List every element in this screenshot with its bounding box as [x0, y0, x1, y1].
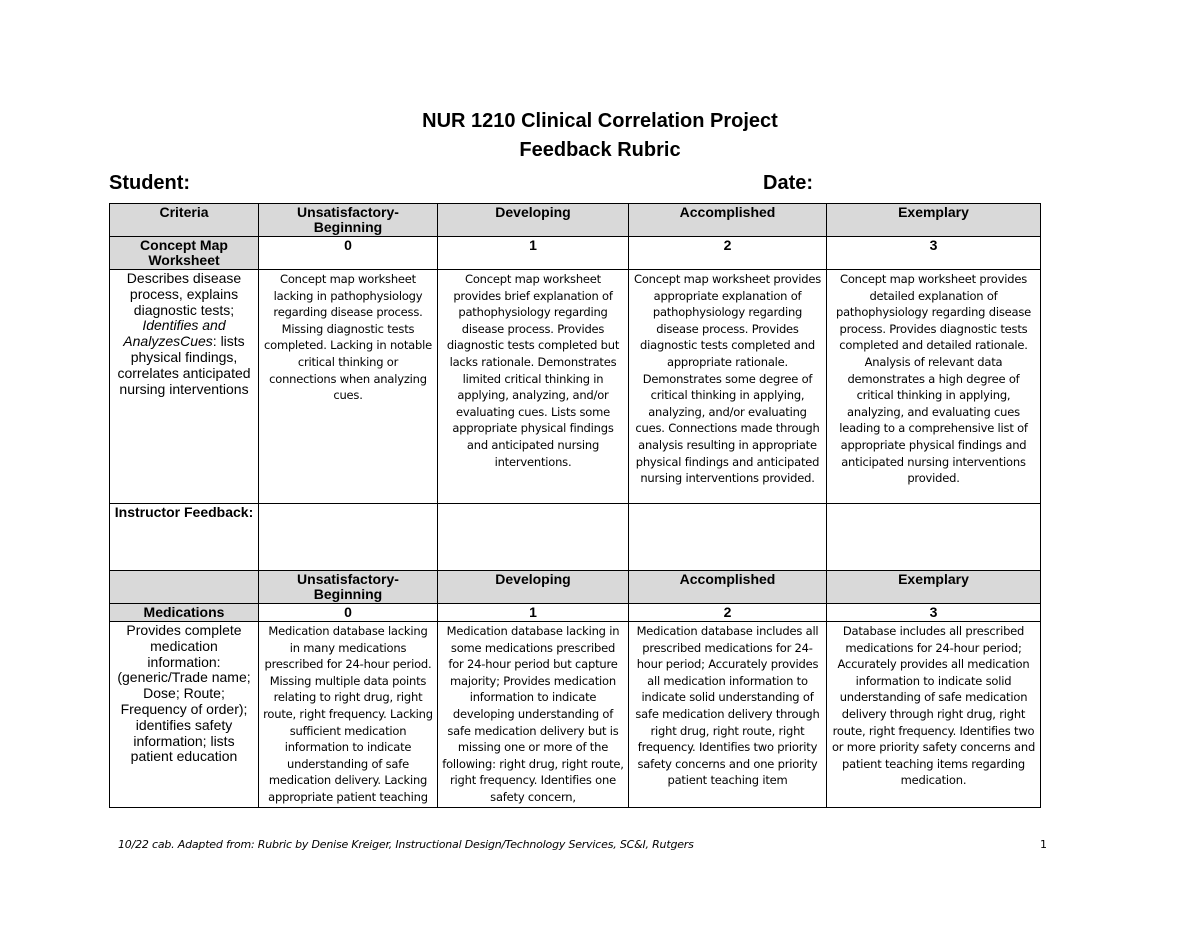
header-row: [110, 204, 1041, 237]
score-row: [110, 604, 1041, 622]
score-2: 2: [629, 604, 827, 622]
description-accomplished: Concept map worksheet provides appropriate explanation of pathophysiology regarding disease process. Provides diagnostic tests completed and appropriate rationale. Demonstrates some degree of critical thinking in applying, analyzing, and/or evaluating cues. Connections made through analysis resulting in appropriate physical findings and anticipated nursing interventions provided.: [629, 270, 827, 504]
criteria-text: Describes disease process, explains diagnostic tests;: [126, 270, 242, 318]
description-accomplished: Medication database includes all prescribed medications for 24-hour period; Accurately provides all medication information to indicate solid understanding of safe medication delivery through right drug, right route, right frequency. Identifies two priority safety concerns and one priority patient teaching item: [629, 622, 827, 808]
description-developing: Concept map worksheet provides brief explanation of pathophysiology regarding disease process. Provides diagnostic tests completed but lacks rationale. Demonstrates limited critical thinking in applying, analyzing, and/or evaluating cues. Lists some appropriate physical findings and anticipated nursing interventions.: [438, 270, 629, 504]
score-1: 1: [438, 237, 629, 270]
description-unsatisfactory: Concept map worksheet lacking in pathophysiology regarding disease process. Missing diagnostic tests completed. Lacking in notable critical thinking or connections when analyzing cues.: [259, 270, 438, 504]
feedback-label: Instructor Feedback:: [110, 504, 259, 571]
header-unsatisfactory: Unsatisfactory-Beginning: [259, 571, 438, 604]
footer-text: 10/22 cab. Adapted from: Rubric by Denise Kreiger, Instructional Design/Technology Services, SC&I, Rutgers: [118, 838, 694, 851]
description-row: [110, 270, 1041, 504]
criteria-cell: Provides complete medication information: (generic/Trade name; Dose; Route; Frequency of order); identifies safety information; lists patient education: [110, 622, 259, 808]
score-0: 0: [259, 237, 438, 270]
header-developing: Developing: [438, 204, 629, 237]
rubric-table: [109, 203, 1041, 808]
header-exemplary: Exemplary: [827, 204, 1041, 237]
description-row: [110, 622, 1041, 808]
header-developing: Developing: [438, 571, 629, 604]
score-0: 0: [259, 604, 438, 622]
document-subtitle: Feedback Rubric: [519, 139, 681, 161]
date-label: Date:: [763, 172, 814, 194]
feedback-cell[interactable]: [259, 504, 438, 571]
header-exemplary: Exemplary: [827, 571, 1041, 604]
description-unsatisfactory: Medication database lacking in many medications prescribed for 24-hour period. Missing multiple data points relating to right drug, right route, right frequency. Lacking sufficient medication information to indicate understanding of safe medication delivery. Lacking appropriate patient teaching: [259, 622, 438, 808]
description-exemplary: Concept map worksheet provides detailed explanation of pathophysiology regarding disease process. Provides diagnostic tests completed and detailed rationale. Analysis of relevant data demonstrates a high degree of critical thinking in applying, analyzing, and evaluating cues leading to a comprehensive list of appropriate physical findings and anticipated nursing interventions provided.: [827, 270, 1041, 504]
score-2: 2: [629, 237, 827, 270]
score-3: 3: [827, 237, 1041, 270]
header-criteria: Criteria: [110, 204, 259, 237]
header-row: [110, 571, 1041, 604]
header-unsatisfactory: Unsatisfactory-Beginning: [259, 204, 438, 237]
score-row: [110, 237, 1041, 270]
header-accomplished: Accomplished: [629, 204, 827, 237]
feedback-row: [110, 504, 1041, 571]
description-developing: Medication database lacking in some medications prescribed for 24-hour period but capture majority; Provides medication information to indicate developing understanding of safe medication delivery but is missing one or more of the following: right drug, right route, right frequency. Identifies one safety concern,: [438, 622, 629, 808]
description-exemplary: Database includes all prescribed medications for 24-hour period; Accurately provides all medication information to indicate solid understanding of safe medication delivery through right drug, right route, right frequency. Identifies two or more priority safety concerns and patient teaching items regarding medication.: [827, 622, 1041, 808]
score-1: 1: [438, 604, 629, 622]
header-blank: [110, 571, 259, 604]
section-name: Concept Map Worksheet: [110, 237, 259, 270]
score-3: 3: [827, 604, 1041, 622]
criteria-italic-text: Identifies and AnalyzesCues: [123, 317, 226, 350]
criteria-text-continued: : lists physical findings, correlates anticipated nursing interventions: [117, 333, 251, 397]
section-name: Medications: [110, 604, 259, 622]
page-number: 1: [1040, 838, 1047, 851]
feedback-cell[interactable]: [827, 504, 1041, 571]
criteria-cell: [110, 270, 259, 504]
feedback-cell[interactable]: [438, 504, 629, 571]
feedback-cell[interactable]: [629, 504, 827, 571]
student-label: Student:: [109, 172, 191, 194]
header-accomplished: Accomplished: [629, 571, 827, 604]
document-title: NUR 1210 Clinical Correlation Project: [422, 110, 778, 132]
